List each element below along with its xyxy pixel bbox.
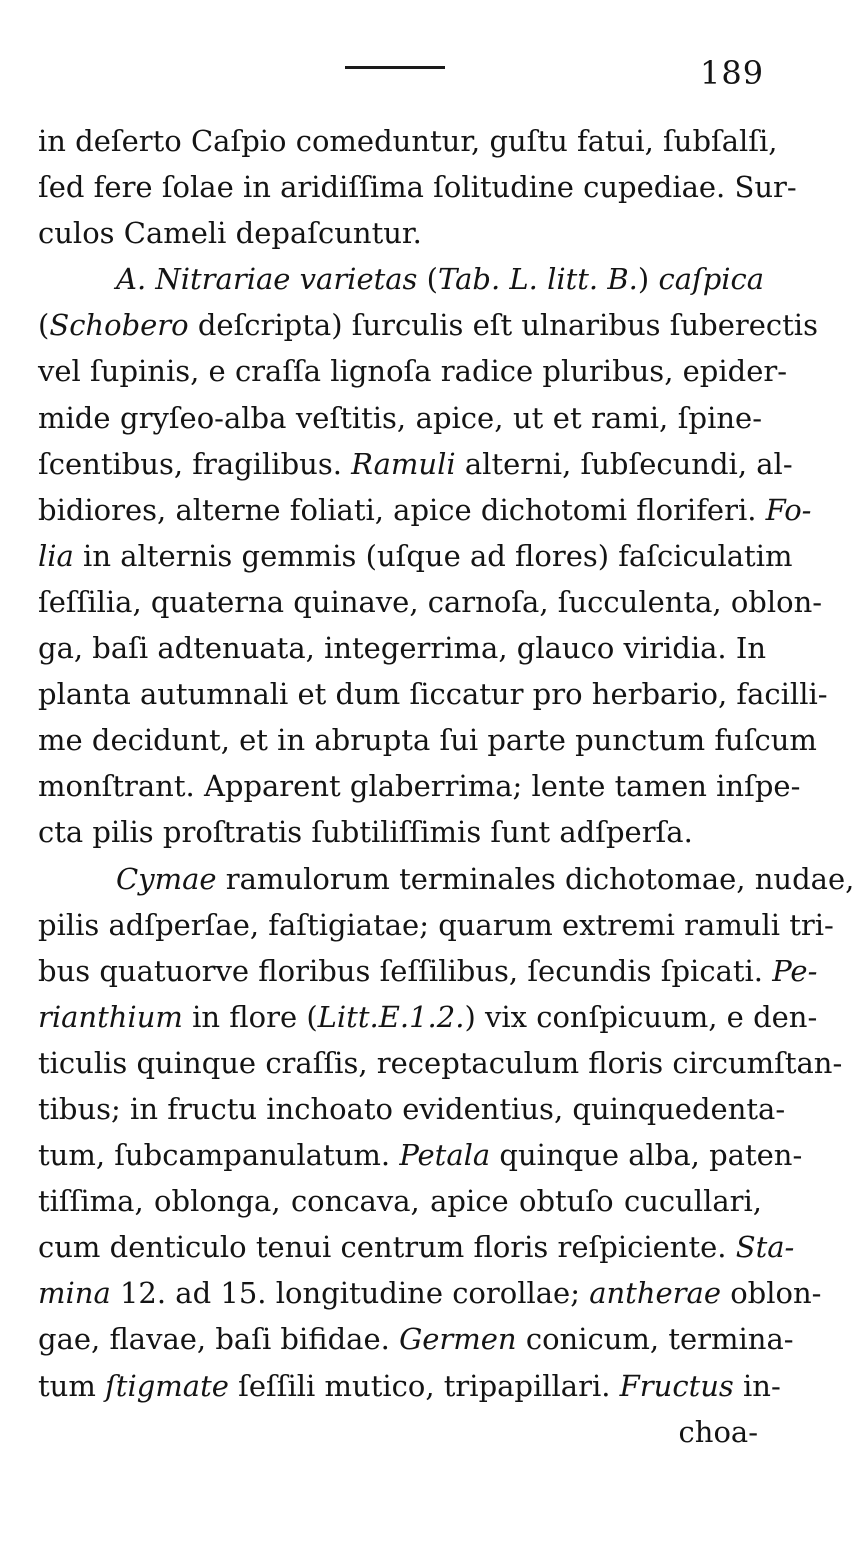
text-line: (Schobero deſcripta) ſurculis eſt ulnaribus ſuberectis [38,308,818,343]
text-line: mina 12. ad 15. longitudine corollae; antherae oblon- [38,1276,822,1311]
catchword: choa- [678,1414,758,1449]
figure-reference: Litt.E.1.2. [317,999,465,1034]
variety-heading: A. Nitrariae varietas [116,262,418,297]
text-line: A. Nitrariae varietas (Tab. L. litt. B.) caſpica [116,262,765,297]
header-rule [345,66,445,69]
text-line: ticulis quinque craſſis, receptaculum floris circumſtan- [38,1045,843,1080]
text-line: me decidunt, et in abrupta ſui parte punctum fuſcum [38,723,817,758]
text-line: lia in alternis gemmis (uſque ad flores) faſciculatim [38,538,793,573]
term-germen: Germen [399,1322,517,1357]
term-perianthium-part2: rianthium [38,999,183,1034]
term-perianthium-part1: Pe- [772,953,818,988]
text-line: culos Cameli depaſcuntur. [38,216,422,251]
text-line: vel ſupinis, e craſſa lignoſa radice pluribus, epider- [38,354,788,389]
text-line: cum denticulo tenui centrum floris reſpiciente. Sta- [38,1230,795,1265]
text-line: cta pilis proſtratis ſubtiliſſimis ſunt adſperſa. [38,815,693,850]
term-petala: Petala [399,1138,491,1173]
text-line: mide gryſeo-alba veſtitis, apice, ut et rami, ſpine- [38,400,762,435]
text-line: ſed fere ſolae in aridiſſima ſolitudine cupediae. Sur- [38,170,797,205]
text-line: gae, flavae, baſi bifidae. Germen conicum, termina- [38,1322,794,1357]
variety-name: caſpica [658,262,765,297]
term-antherae: antherae [589,1276,721,1311]
text-line: monſtrant. Apparent glaberrima; lente tamen inſpe- [38,769,801,804]
text-line: ga, baſi adtenuata, integerrima, glauco viridia. In [38,631,767,666]
term-cymae: Cymae [116,861,217,896]
term-stigmate: ſtigmate [105,1368,229,1403]
text-line: Cymae ramulorum terminales dichotomae, nudae, [116,861,854,896]
text-line: ſeſſilia, quaterna quinave, carnoſa, ſucculenta, oblon- [38,584,823,619]
plate-reference: Tab. L. litt. B. [438,262,638,297]
body-text [38,118,854,1455]
text-line: tiſſima, oblonga, concava, apice obtuſo cucullari, [38,1184,762,1219]
text-line: bidiores, alterne foliati, apice dichotomi floriferi. Fo- [38,492,812,527]
text-line: tum ſtigmate ſeſſili mutico, tripapillari. Fructus in- [38,1368,781,1403]
text-line: rianthium in flore (Litt.E.1.2.) vix conſpicuum, e den- [38,999,818,1034]
term-ramuli: Ramuli [351,446,456,481]
term-stamina-part1: Sta- [735,1230,795,1265]
text-line: tibus; in fructu inchoato evidentius, quinquedenta- [38,1091,786,1126]
text-line: bus quatuorve floribus ſeſſilibus, ſecundis ſpicati. Pe- [38,953,818,988]
author-name: Schobero [49,308,189,343]
text-line: in deſerto Caſpio comeduntur, guſtu fatui, ſubſalſi, [38,124,778,158]
term-fructus: Fructus [619,1368,734,1403]
term-stamina-part2: mina [38,1276,111,1311]
text-line: tum, ſubcampanulatum. Petala quinque alba, paten- [38,1138,803,1173]
term-folia-part1: Fo- [765,492,812,527]
text-line: ſcentibus, fragilibus. Ramuli alterni, ſubſecundi, al- [38,446,793,481]
page-number: 189 [700,54,765,92]
text-line: planta autumnali et dum ſiccatur pro herbario, facilli- [38,677,828,712]
text-line: pilis adſperſae, faſtigiatae; quarum extremi ramuli tri- [38,907,834,942]
term-folia-part2: lia [38,538,74,573]
